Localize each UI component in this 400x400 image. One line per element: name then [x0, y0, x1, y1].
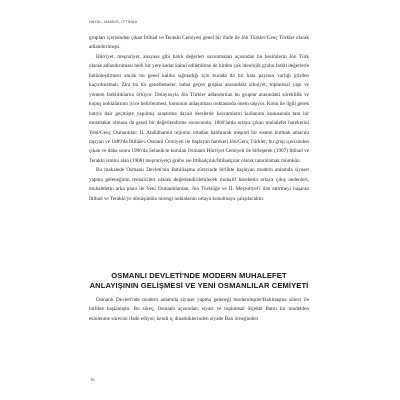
- running-header: HAYAL, NAMUS, İTTİHAD: [89, 20, 138, 24]
- section-body-2: [89, 296, 309, 324]
- page-number: 16: [90, 377, 95, 382]
- paragraph: Osmanlı Devleti'nde modern anlamda siyaset yapma geleneği modernleşme/Batılılaşma süreci ile birlikte başlamıştır. Bu süreç, Osmanlı açısından, siyasi ve toplumsal ölçekte Batılı bir modelden esinlenme sürecini ifade ediyor; kendi iç dinamiklerinden ziyade Batı örneğinden: [89, 297, 309, 322]
- paragraph: grupları içerisinden çıkan İttihad ve Terakki Cemiyeti genel bir ifade ile Jön Türkler/Genç Türkler olarak adlandırılmıştı.: [89, 35, 309, 51]
- section-heading: OSMANLI DEVLETİ'NDE MODERN MUHALEFET ANLAYIŞININ GELİŞMESİ VE YENİ OSMANLILAR CEMİYETİ: [89, 271, 309, 290]
- section-body-1: [89, 34, 309, 204]
- book-page: [70, 0, 330, 400]
- paragraph: Bu makalede Osmanlı Devleti'nin Batılılaşma sürecinde birlikte başlayan modern anlamda siyaset yapma geleneğinin temsilcileri olarak değerlendirilebilecek muhalif hareketin ortaya çıkış nedenleri, muhalefetin arka planı ile Yeni Osmanlılardan, Jön Türklüğe ve II. Meşrutiyet'i ilan ettirmeyi başaran İttihad ve Terakki'ye dönüşümün nirengi noktalarını ortaya konulmaya çalışılacaktır.: [89, 167, 309, 202]
- paragraph: Hürriyet, meşrutiyet, anayasa gibi batılı değerleri savunmaları açısından bu kesimlerin Jön Türk olarak adlandırılması belli bir yere kadar kabul edilebilirse de birden çok ideolojik grubu farklı değerlerle bütünleştirmesi ancak bu genel kalıba sığmadığı için burada da bir hata payının varlığı gözden kaçırılmamalı. Zira bu tür genellemeler, bahsi geçen gruplar arasındaki zihniyet, toplumsal yapı ve yöntem farklılıklarını örtüyor. Dolayısıyla Jön Türkler adlandırılan bu gruplar arasındaki süreklilik ve kopuş noktalarının iyice belirlenmesi, konunun anlaşılması noktasında önem taşıyor. Konu ile ilgili gerek batıya dair geçmişte yapılmış araştırma dayalı eserlerde kavramların kullanımı konusunda tam bir mutabakat olmasa da genel bir değerlendirme sonucunda, 1860'larda ortaya çıkan muhalefet hareketini Yeni/Genç Osmanlılar; II. Abdülhamid rejimini ortadan kaldırarak meşruti bir sistem kurmak amacını taşıyan ve 1889'da İttihâd-ı Osmanî Cemiyeti ile başlayan hareketi Jön/Genç Türkler; bu grup içerisinden çıkan ve daha sonra 1906'da Selanik'te kurulan Osmanlı Hürriyet Cemiyeti ile birleşerek (1907) İttihad ve Terakki ismini alan (1908) meşrutiyetçi grubu ise İttihadçılık/İttihadçılar olarak tanımlamak mümkün.: [89, 53, 309, 164]
